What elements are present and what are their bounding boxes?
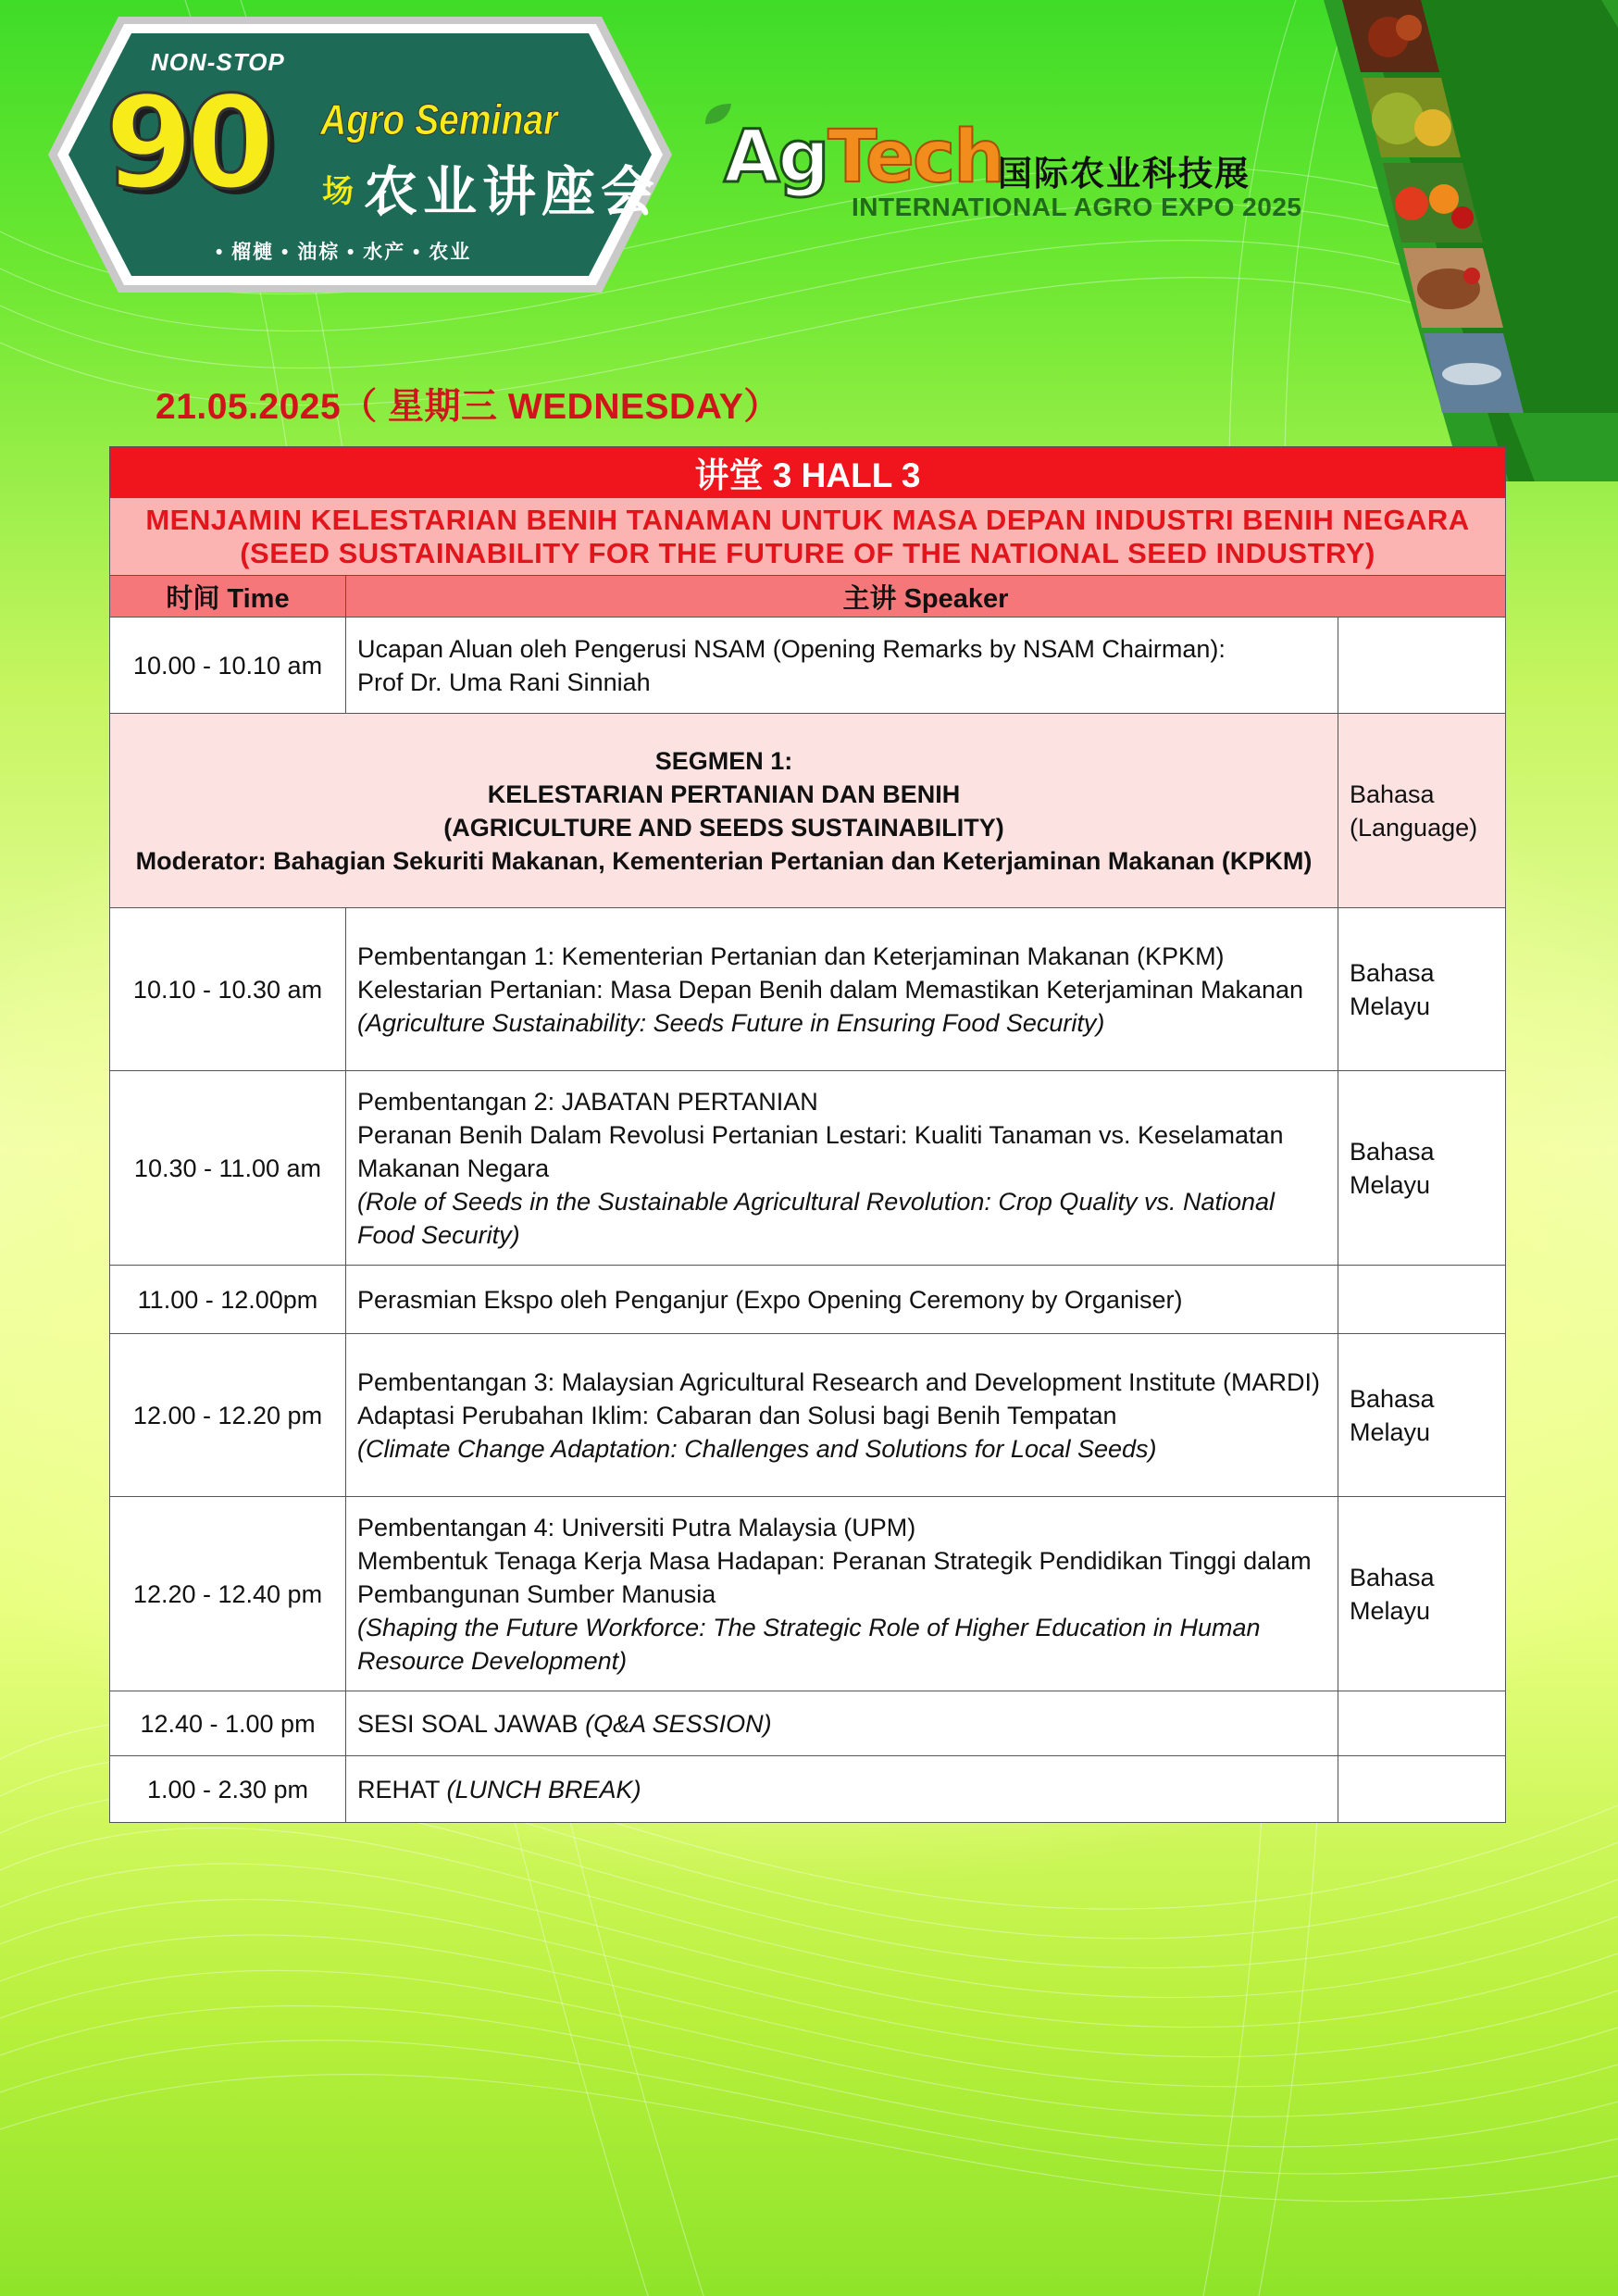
language-word: Bahasa <box>1350 1563 1435 1591</box>
row-time: 12.40 - 1.00 pm <box>110 1691 346 1756</box>
language-word: Melayu <box>1350 992 1431 1020</box>
speaker-line: Pembentangan 2: JABATAN PERTANIAN <box>357 1087 818 1116</box>
speaker-line-english: (Shaping the Future Workforce: The Strategic Role of Higher Education in Human Resource Development) <box>357 1613 1261 1675</box>
row-language <box>1338 1334 1506 1497</box>
table-row <box>110 1756 1506 1823</box>
agtech-logo <box>724 116 1003 199</box>
language-word: Bahasa <box>1350 1137 1435 1166</box>
language-word: Melayu <box>1350 1417 1431 1446</box>
row-language <box>1338 1071 1506 1266</box>
seminar-chinese-title: 农业讲座会 <box>364 162 661 222</box>
language-column-label <box>1338 714 1506 908</box>
hall-header-row <box>110 447 1506 498</box>
segment-row <box>110 714 1506 908</box>
segment-moderator: Moderator: Bahagian Sekuriti Makanan, Kementerian Pertanian dan Keterjaminan Makanan (KPKM) <box>135 846 1313 875</box>
table-row <box>110 1334 1506 1497</box>
speaker-line: Prof Dr. Uma Rani Sinniah <box>357 668 651 696</box>
language-label-english: (Language) <box>1350 813 1478 842</box>
segment-info <box>110 714 1338 908</box>
table-row <box>110 1071 1506 1266</box>
row-language <box>1338 618 1506 714</box>
speaker-line-english: (Climate Change Adaptation: Challenges and Solutions for Local Seeds) <box>357 1434 1157 1463</box>
row-language <box>1338 1756 1506 1823</box>
segment-title: SEGMEN 1: <box>654 746 793 775</box>
speaker-line: Pembentangan 1: Kementerian Pertanian dan Keterjaminan Makanan (KPKM) <box>357 942 1225 970</box>
produce-photo-strip <box>1324 0 1618 481</box>
agro-seminar-label: Agro Seminar <box>320 95 558 144</box>
table-row <box>110 618 1506 714</box>
table-row <box>110 1266 1506 1334</box>
speaker-line: Peranan Benih Dalam Revolusi Pertanian Lestari: Kualiti Tanaman vs. Keselamatan Makanan Negara <box>357 1120 1284 1182</box>
row-language <box>1338 1266 1506 1334</box>
row-time: 11.00 - 12.00pm <box>110 1266 346 1334</box>
segment-name-english: (AGRICULTURE AND SEEDS SUSTAINABILITY) <box>443 813 1004 842</box>
row-language <box>1338 908 1506 1071</box>
speaker-line: Pembentangan 3: Malaysian Agricultural Research and Development Institute (MARDI) <box>357 1367 1321 1396</box>
seminar-count: 90 <box>105 69 268 218</box>
speaker-line-english: (Agriculture Sustainability: Seeds Future in Ensuring Food Security) <box>357 1008 1105 1037</box>
speaker-text: SESI SOAL JAWAB <box>357 1709 579 1738</box>
speaker-line: Adaptasi Perubahan Iklim: Cabaran dan Solusi bagi Benih Tempatan <box>357 1401 1117 1429</box>
expo-chinese-name: 国际农业科技展 <box>998 155 1251 193</box>
row-speaker <box>346 1691 1338 1756</box>
row-language <box>1338 1497 1506 1691</box>
topic-row <box>110 498 1506 576</box>
agro-seminar-badge <box>44 13 676 296</box>
row-time: 10.00 - 10.10 am <box>110 618 346 714</box>
row-time: 10.10 - 10.30 am <box>110 908 346 1071</box>
speaker-text-english: (Q&A SESSION) <box>585 1709 772 1738</box>
schedule-table <box>109 446 1506 1823</box>
session-unit-label: 场 <box>322 174 354 209</box>
hall-title: 讲堂 3 HALL 3 <box>110 447 1506 498</box>
row-language <box>1338 1691 1506 1756</box>
row-speaker: Perasmian Ekspo oleh Penganjur (Expo Opening Ceremony by Organiser) <box>346 1266 1338 1334</box>
table-row <box>110 1497 1506 1691</box>
agtech-logo-ag: Ag <box>724 116 828 199</box>
table-row <box>110 908 1506 1071</box>
column-header-time: 时间 Time <box>110 576 346 618</box>
row-speaker <box>346 1071 1338 1266</box>
language-word: Bahasa <box>1350 1384 1435 1413</box>
speaker-text-english: (LUNCH BREAK) <box>446 1775 641 1803</box>
language-word: Melayu <box>1350 1596 1431 1625</box>
column-header-row <box>110 576 1506 618</box>
row-speaker <box>346 908 1338 1071</box>
speaker-line: Ucapan Aluan oleh Pengerusi NSAM (Opening Remarks by NSAM Chairman): <box>357 634 1226 663</box>
row-speaker <box>346 1756 1338 1823</box>
agtech-logo-tech: Tech <box>828 116 1003 199</box>
speaker-line: Kelestarian Pertanian: Masa Depan Benih dalam Memastikan Keterjaminan Makanan <box>357 975 1304 1004</box>
row-speaker <box>346 1497 1338 1691</box>
speaker-line-english: (Role of Seeds in the Sustainable Agricultural Revolution: Crop Quality vs. National Food Security) <box>357 1187 1276 1249</box>
speaker-line: Pembentangan 4: Universiti Putra Malaysia (UPM) <box>357 1513 916 1541</box>
non-stop-label: NON-STOP <box>151 48 285 76</box>
session-topic: MENJAMIN KELESTARIAN BENIH TANAMAN UNTUK MASA DEPAN INDUSTRI BENIH NEGARA (SEED SUSTAINABILITY FOR THE FUTURE OF THE NATIONAL SEED INDUSTRY) <box>110 498 1506 576</box>
row-time: 12.20 - 12.40 pm <box>110 1497 346 1691</box>
row-speaker <box>346 1334 1338 1497</box>
row-time: 12.00 - 12.20 pm <box>110 1334 346 1497</box>
expo-english-name: INTERNATIONAL AGRO EXPO 2025 <box>852 193 1302 221</box>
table-row <box>110 1691 1506 1756</box>
seminar-categories: • 榴槤 • 油棕 • 水产 • 农业 <box>216 242 472 263</box>
speaker-line: Membentuk Tenaga Kerja Masa Hadapan: Peranan Strategik Pendidikan Tinggi dalam Pembangunan Sumber Manusia <box>357 1546 1312 1608</box>
row-speaker <box>346 618 1338 714</box>
row-time: 10.30 - 11.00 am <box>110 1071 346 1266</box>
language-label: Bahasa <box>1350 780 1435 808</box>
event-date: 21.05.2025（ 星期三 WEDNESDAY） <box>156 387 780 427</box>
segment-name: KELESTARIAN PERTANIAN DAN BENIH <box>487 780 961 808</box>
language-word: Bahasa <box>1350 958 1435 987</box>
column-header-speaker: 主讲 Speaker <box>346 576 1506 618</box>
language-word: Melayu <box>1350 1170 1431 1199</box>
speaker-text: REHAT <box>357 1775 441 1803</box>
row-time: 1.00 - 2.30 pm <box>110 1756 346 1823</box>
